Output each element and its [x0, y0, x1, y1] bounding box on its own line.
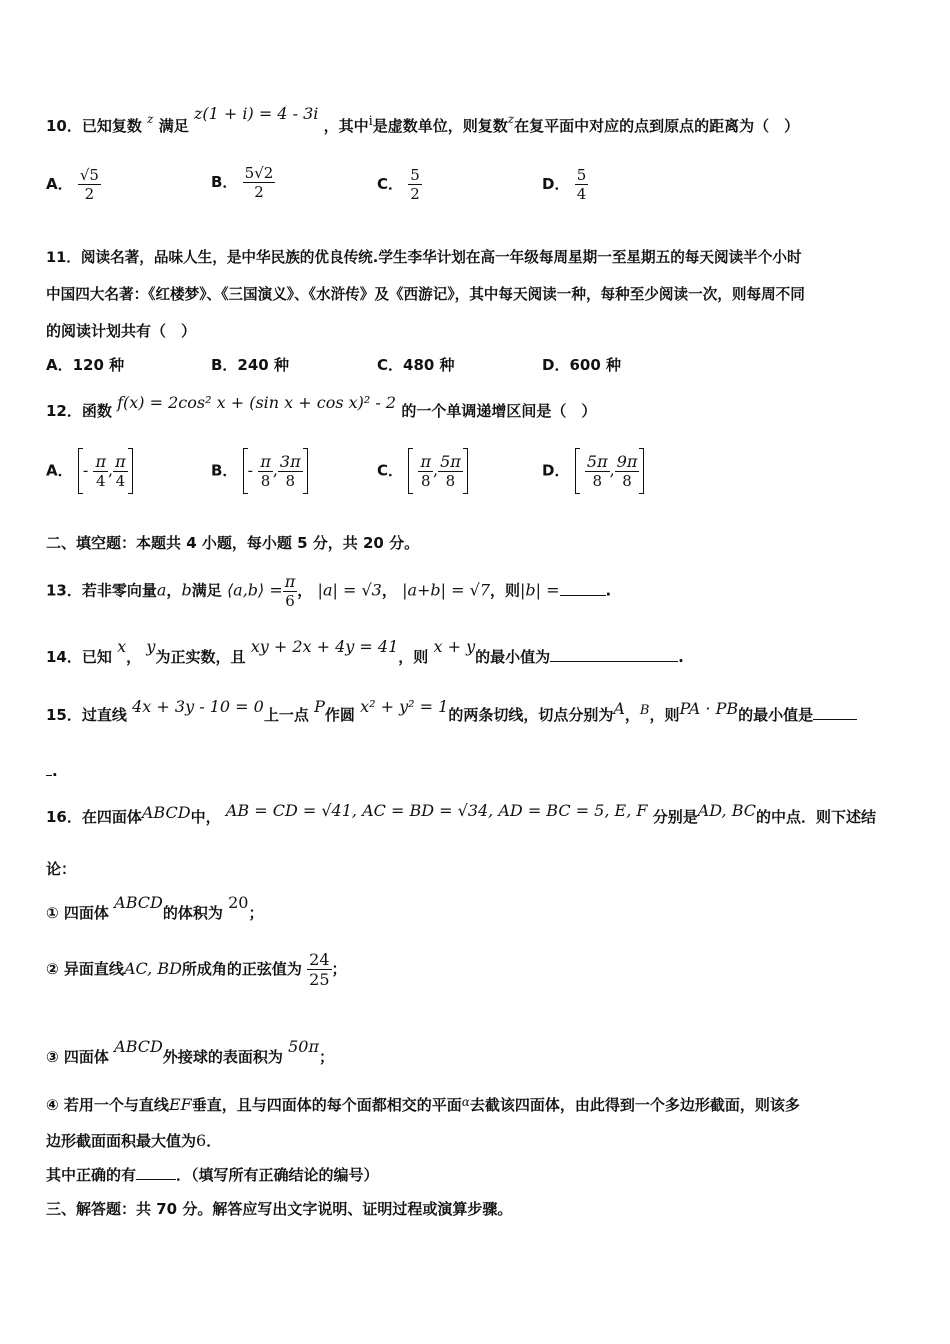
q16-statement-4-line-2: 边形截面面积最大值为6．	[46, 1131, 222, 1150]
q12-function: f(x) = 2cos² x + (sin x + cos x)² - 2	[117, 393, 397, 412]
q16-statement-2: ② 异面直线AC, BD所成角的正弦值为 $\frac{24}{25}$ ；	[46, 950, 347, 989]
q10-option-c: C． $\frac{5}{2}$	[377, 166, 420, 203]
q16-statement-3: ③ 四面体 ABCD外接球的表面积为 50π；	[46, 1037, 334, 1066]
q13-answer-blank	[560, 595, 606, 596]
q10-option-b: B． $\frac{5√2}{2}$	[211, 164, 274, 201]
q12-option-d: D． $\frac{5\pi}{8}$ , $\frac{9\pi}{8}$	[542, 448, 644, 494]
q16-statement-1: ① 四面体 ABCD的体积为 20；	[46, 893, 264, 922]
q10-stem: 10．已知复数 $^z$ 满足 z(1 + i) = 4 - 3i ，其中i是虚数单位，则复数$^z$在复平面中对应的点到原点的距离为（ ）	[46, 104, 800, 135]
q10-option-d: D． $\frac{5}{4}$	[542, 166, 587, 203]
q11-line-3: 的阅读计划共有（ ）	[46, 322, 197, 340]
q13-angle: ⟨a,b⟩ =	[226, 580, 283, 600]
q13-stem: 13．若非零向量a，b满足 ⟨a,b⟩ = $\frac{\pi}{6}$ ， |a| = √3， |a+b| = √7，则|b| = .	[46, 572, 612, 610]
q15-answer-blank	[813, 719, 857, 720]
q14-answer-blank	[550, 661, 678, 662]
q11-line-1: 11．阅读名著，品味人生，是中华民族的优良传统.学生李华计划在高一年级每周星期一至星期五的每天阅读半个小时	[46, 249, 802, 266]
q11-line-2: 中国四大名著：《红楼梦》、《三国演义》、《水浒传》及《西游记》，其中每天阅读一种，每种至少阅读一次，则每周不同	[46, 286, 805, 303]
q16-stem: 16．在四面体ABCD中， AB = CD = √41, AC = BD = √34, AD = BC = 5, E, F 分别是AD, BC的中点．则下述结	[46, 801, 877, 826]
q16-statement-4: ④ 若用一个与直线EF垂直，且与四面体的每个面都相交的平面$^\alpha$去截该四面体，由此得到一个多边形截面，则该多	[46, 1095, 800, 1114]
q11-option-a: A．120 种	[46, 356, 125, 374]
q16-answer-blank	[136, 1179, 176, 1180]
q15-continuation: .	[46, 762, 58, 780]
q14-stem: 14．已知 x， y为正实数，且 xy + 2x + 4y = 41，则 x + y的最小值为 .	[46, 637, 684, 666]
q10-option-a: A． $\frac{√5}{2}$	[46, 166, 99, 203]
q16-line-2: 论：	[46, 860, 77, 878]
q11-option-b: B．240 种	[211, 356, 289, 374]
q11-option-d: D．600 种	[542, 356, 621, 374]
q16-answer-line: 其中正确的有 ．（填写所有正确结论的编号）	[46, 1166, 379, 1184]
q16-conditions: AB = CD = √41, AC = BD = √34, AD = BC = 5, E, F	[225, 801, 648, 820]
q12-stem: 12．函数 f(x) = 2cos² x + (sin x + cos x)² - 2 的一个单调递增区间是（ ）	[46, 393, 597, 420]
q12-option-c: C． $\frac{\pi}{8}$ , $\frac{5\pi}{8}$	[377, 448, 468, 494]
q15-stem: 15．过直线 4x + 3y - 10 = 0上一点 P作圆 x² + y² = 1的两条切线，切点分别为A，B，则PA · PB的最小值是	[46, 704, 857, 725]
q11-option-c: C．480 种	[377, 356, 455, 374]
q10-equation: z(1 + i) = 4 - 3i	[193, 104, 319, 123]
q12-option-b: B． - $\frac{\pi}{8}$ , $\frac{3\pi}{8}$	[211, 448, 308, 494]
section-3-heading: 三、解答题：共 70 分。解答应写出文字说明、证明过程或演算步骤。	[46, 1200, 513, 1218]
q12-option-a: A． - $\frac{\pi}{4}$ , $\frac{\pi}{4}$	[46, 448, 133, 494]
section-2-heading: 二、填空题：本题共 4 小题，每小题 5 分，共 20 分。	[46, 534, 420, 552]
